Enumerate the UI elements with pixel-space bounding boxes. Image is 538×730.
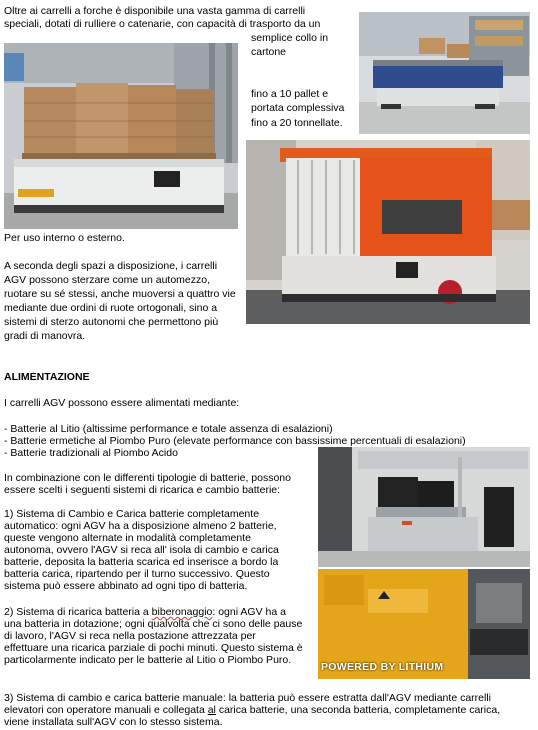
agv-conveyor-photo xyxy=(359,12,530,134)
powered-by-lithium-badge: POWERED BY LITHIUM xyxy=(321,660,444,673)
system1-line-6: batteria carica, ripartendo per il turno successivo. Questo xyxy=(4,568,270,580)
system2-line-2: una batteria in dotazione; ogni qualvolta che ci sono delle pause xyxy=(4,618,303,630)
steering-line-1: A seconda degli spazi a disposizione, i carrelli xyxy=(4,260,218,272)
system1-line-2: automatico: ogni AGV ha a disposizione almeno 2 batterie, xyxy=(4,520,277,532)
intro-line-2: speciali, dotati di rulliere o catenarie, con capacità di trasporto da un xyxy=(4,18,321,30)
combo-line-2: essere scelti i seguenti sistemi di ricarica e cambio batterie: xyxy=(4,484,281,496)
system1-line-3: queste vengono alternate in modalità completamente xyxy=(4,532,251,544)
battery-item-lead-acid: - Batterie tradizionali al Piombo Acido xyxy=(4,447,178,459)
system3-line-2-a: elevatori con operatore manuali e collegata xyxy=(4,704,208,716)
battery-station-photo xyxy=(318,447,530,567)
agv-pallet-photo xyxy=(4,43,238,229)
intro-line-5: fino a 10 pallet e xyxy=(251,88,329,100)
agv-outdoor-photo xyxy=(246,140,530,324)
battery-item-pure-lead: - Batterie ermetiche al Piombo Puro (elevate performance con bassissime percentuali di esalazioni) xyxy=(4,435,466,447)
system2-line-4: effettuare una ricarica parziale di pochi minuti. Questo sistema è xyxy=(4,642,303,654)
system1-line-4: autonoma, ovvero l'AGV si reca all' isola di cambio e carica xyxy=(4,544,279,556)
usage-text: Per uso interno o esterno. xyxy=(4,232,125,244)
system2-line-5: particolarmente indicato per le batterie al Litio o Piombo Puro. xyxy=(4,654,292,666)
intro-line-3: semplice collo in xyxy=(251,32,329,44)
system3-line-1: 3) Sistema di cambio e carica batterie manuale: la batteria può essere estratta dall'AGV mediante carrelli xyxy=(4,692,491,704)
intro-line-1: Oltre ai carrelli a forche è disponibile una vasta gamma di carrelli xyxy=(4,5,306,17)
combo-line-1: In combinazione con le differenti tipologie di batterie, possono xyxy=(4,472,291,484)
intro-line-6: portata complessiva xyxy=(251,102,345,114)
lithium-agv-photo xyxy=(318,569,530,679)
system2-keyword: biberonaggio xyxy=(151,606,213,618)
system3-line-2 xyxy=(4,704,500,716)
steering-line-6: gradi di manovra. xyxy=(4,330,86,342)
intro-line-7: fino a 20 tonnellate. xyxy=(251,117,343,129)
section-heading: ALIMENTAZIONE xyxy=(4,371,90,383)
steering-line-4: mediante due ordini di ruote ortogonali, sino a xyxy=(4,302,218,314)
intro-line-4: cartone xyxy=(251,46,287,58)
system1-line-5: batterie, deposita la batteria scarica ed inserisce a bordo la xyxy=(4,556,279,568)
system3-line-3: viene installata sull'AGV con lo stesso sistema. xyxy=(4,716,223,728)
steering-line-5: sistemi di sterzo autonomi che permettono più xyxy=(4,316,219,328)
system1-line-1: 1) Sistema di Cambio e Carica batterie completamente xyxy=(4,508,260,520)
battery-item-lithium: - Batterie al Litio (altissime performance e totale assenza di esalazioni) xyxy=(4,423,333,435)
system1-line-7: sistema può essere abbinato ad ogni tipo di batteria. xyxy=(4,580,248,592)
system2-line-3: di lavoro, l'AGV si reca nella postazione attrezzata per xyxy=(4,630,256,642)
system2-intro: 2) Sistema di ricarica batteria a xyxy=(4,606,152,618)
power-intro: I carrelli AGV possono essere alimentati mediante: xyxy=(4,397,240,409)
steering-line-3: ruotare su sé stessi, anche muoversi a quattro vie xyxy=(4,288,236,300)
system2-intro-end: : ogni AGV ha a xyxy=(212,606,286,618)
system2-line-1 xyxy=(4,606,286,618)
steering-line-2: AGV possono sterzare come un automezzo, xyxy=(4,274,211,286)
system3-underlined-word: al xyxy=(207,704,216,716)
system3-line-2-b: carica batterie, una seconda batteria, completamente carica, xyxy=(215,704,501,716)
